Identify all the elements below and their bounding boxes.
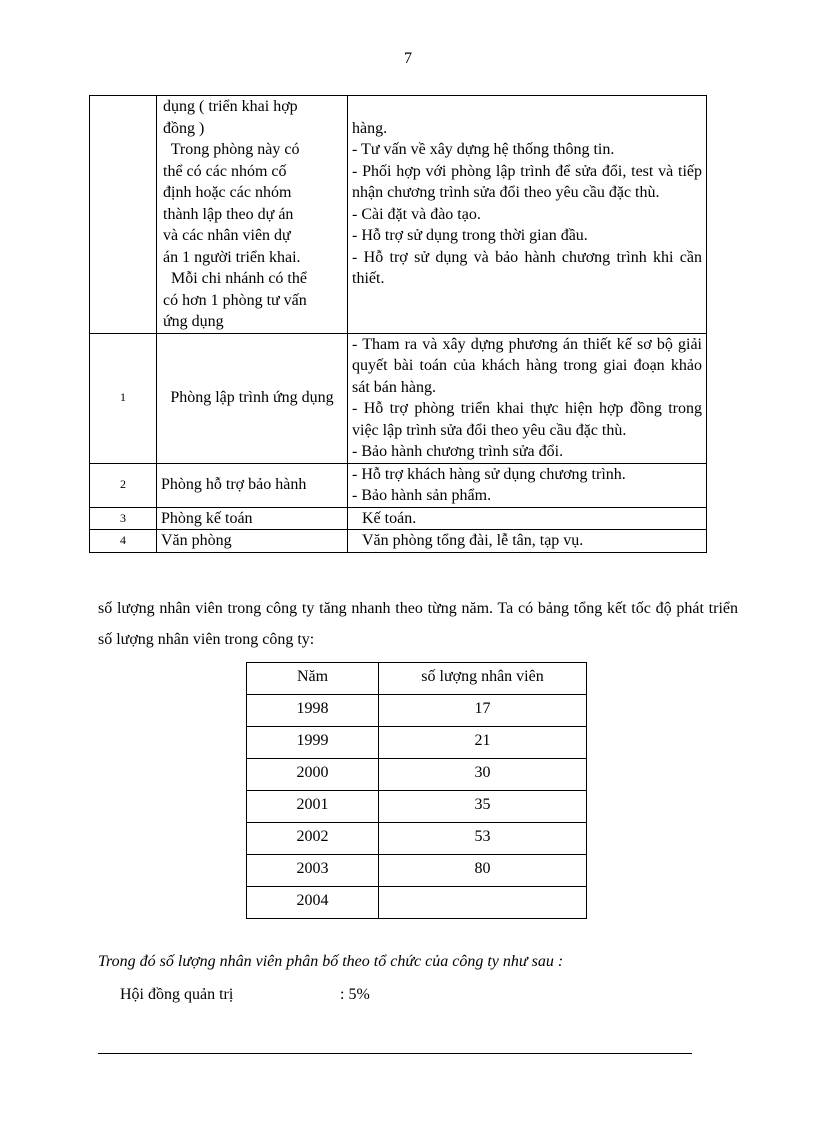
tasks-cell: [348, 333, 707, 463]
row-number: 4: [90, 530, 157, 553]
page-number: 7: [404, 50, 412, 67]
dept-line: định hoặc các nhóm: [163, 184, 292, 201]
year-cell: 1999: [247, 727, 379, 759]
count-cell: 53: [379, 823, 587, 855]
task-line: - Hỗ trợ phòng triển khai thực hiện hợp đồng trong việc lập trình sửa đổi theo yêu cầu đặc thù.: [352, 400, 702, 439]
table-row: [247, 855, 587, 887]
task-line: hàng.: [352, 119, 388, 137]
header-count: số lượng nhân viên: [379, 663, 587, 695]
header-year: Năm: [247, 663, 379, 695]
count-cell: 21: [379, 727, 587, 759]
dept-line: Mỗi chi nhánh có thể: [163, 270, 307, 287]
table-row: [90, 507, 707, 530]
year-cell: 2000: [247, 759, 379, 791]
department-cell: [157, 96, 348, 334]
department-table: [89, 95, 707, 553]
footer-rule: [98, 1053, 692, 1054]
task-line: - Bảo hành sản phẩm.: [352, 487, 492, 504]
dept-line: án 1 người triển khai.: [163, 248, 301, 266]
table-row: [247, 759, 587, 791]
table-row: [247, 823, 587, 855]
row-number: [90, 96, 157, 334]
count-cell: 80: [379, 855, 587, 887]
table-header-row: [247, 663, 587, 695]
tasks-cell: [348, 530, 707, 553]
task-line: - Cài đặt và đào tạo.: [352, 205, 481, 223]
department-cell: Phòng hỗ trợ bảo hành: [157, 463, 348, 507]
dept-line: Trong phòng này có: [163, 141, 300, 158]
table-row: [90, 333, 707, 463]
task-line: - Hỗ trợ khách hàng sử dụng chương trình.: [352, 465, 626, 483]
table-row: [247, 887, 587, 919]
table-row: [90, 530, 707, 553]
task-line: - Phối hợp với phòng lập trình để sửa đổi, test và tiếp nhận chương trình sửa đổi theo yêu cầu đặc thù.: [352, 162, 702, 201]
board-value: : 5%: [340, 986, 370, 1003]
row-number: 1: [90, 333, 157, 463]
count-cell: [379, 887, 587, 919]
dept-line: có hơn 1 phòng tư vấn: [163, 291, 307, 309]
tasks-cell: [348, 463, 707, 507]
dept-line: dụng ( triển khai hợp: [163, 98, 298, 115]
table-row: [90, 96, 707, 334]
staff-count-table: [246, 662, 587, 919]
staff-growth-paragraph: số lượng nhân viên trong công ty tăng nhanh theo từng năm. Ta có bảng tổng kết tốc độ phát triển số lượng nhân viên trong công ty:: [98, 600, 738, 648]
year-cell: 1998: [247, 695, 379, 727]
table-row: [90, 463, 707, 507]
task-line: - Bảo hành chương trình sửa đổi.: [352, 443, 564, 460]
row-number: 3: [90, 507, 157, 530]
distribution-note: Trong đó số lượng nhân viên phân bố theo tổ chức của công ty như sau :: [98, 953, 564, 970]
task-line: - Tham ra và xây dựng phương án thiết kế sơ bộ giải quyết bài toán của khách hàng trong giai đoạn khảo sát bán hàng.: [352, 335, 702, 396]
table-row: [247, 791, 587, 823]
year-cell: 2002: [247, 823, 379, 855]
count-cell: 17: [379, 695, 587, 727]
row-number: 2: [90, 463, 157, 507]
task-line: Văn phòng tổng đài, lễ tân, tạp vụ.: [362, 532, 584, 549]
task-line: Kế toán.: [362, 509, 417, 527]
tasks-cell: [348, 507, 707, 530]
table-row: [247, 695, 587, 727]
count-cell: 30: [379, 759, 587, 791]
department-cell: Phòng kế toán: [157, 507, 348, 530]
dept-line: thành lập theo dự án: [163, 205, 294, 223]
board-label: Hội đồng quản trị: [120, 986, 234, 1003]
dept-line: ứng dụng: [163, 313, 224, 330]
department-cell: Văn phòng: [157, 530, 348, 553]
board-line: [120, 986, 370, 1004]
department-cell: Phòng lập trình ứng dụng: [157, 333, 348, 463]
dept-line: đồng ): [163, 119, 205, 137]
table-row: [247, 727, 587, 759]
task-line: - Tư vấn về xây dựng hệ thống thông tin.: [352, 141, 615, 158]
dept-line: và các nhân viên dự: [163, 227, 291, 244]
year-cell: 2001: [247, 791, 379, 823]
count-cell: 35: [379, 791, 587, 823]
task-line: [352, 96, 702, 118]
task-line: - Hỗ trợ sử dụng trong thời gian đầu.: [352, 227, 588, 244]
tasks-cell: [348, 96, 707, 334]
task-line: - Hỗ trợ sử dụng và bảo hành chương trình khi cần thiết.: [352, 248, 702, 287]
year-cell: 2004: [247, 887, 379, 919]
year-cell: 2003: [247, 855, 379, 887]
dept-line: thể có các nhóm cố: [163, 162, 287, 180]
